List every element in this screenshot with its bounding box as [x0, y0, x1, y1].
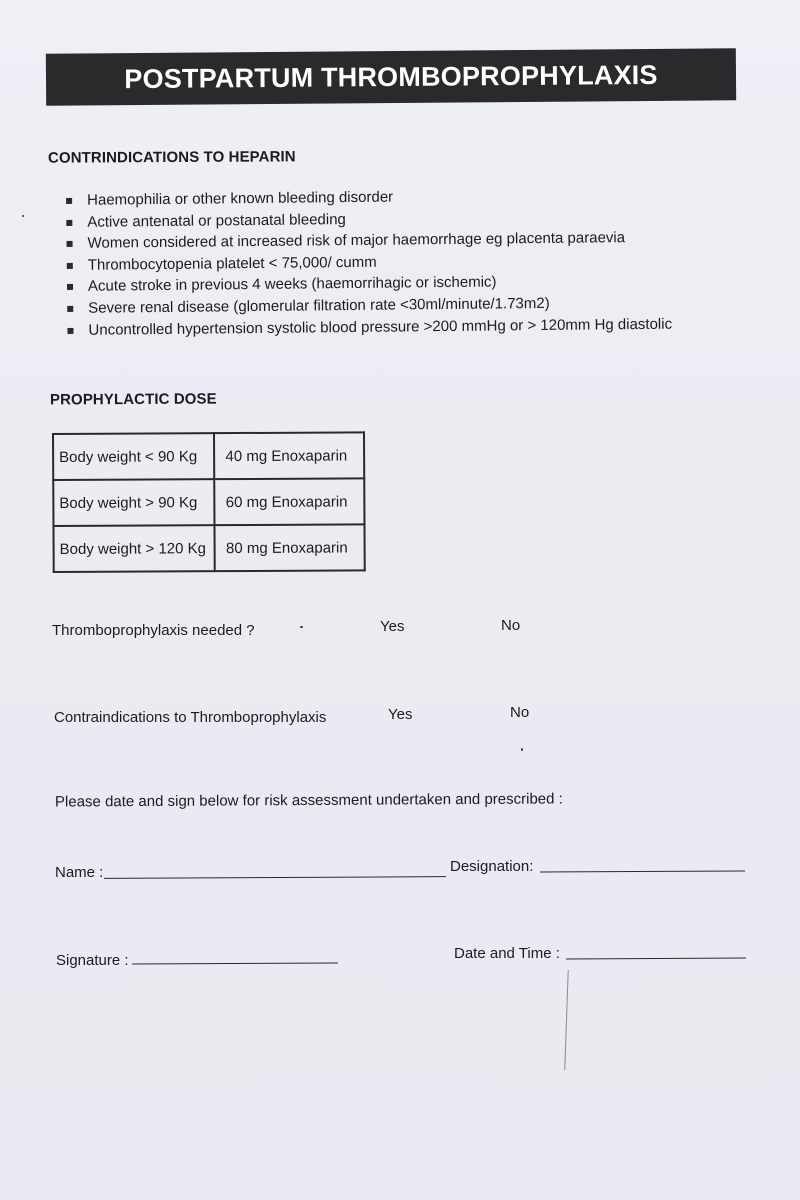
contra-yes-option[interactable]: Yes [388, 706, 413, 723]
table-row [53, 524, 365, 572]
bullet-square-icon [66, 198, 72, 204]
question-label: Contraindications to Thromboprophylaxis [54, 709, 327, 726]
scan-speck [521, 748, 523, 751]
bullet-square-icon [67, 241, 73, 247]
dose-cell: 80 mg Enoxaparin [215, 524, 365, 571]
contra-no-option[interactable]: No [510, 704, 530, 721]
list-item-text: Haemophilia or other known bleeding disorder [87, 188, 394, 209]
table-row [53, 432, 365, 480]
list-item-text: Uncontrolled hypertension systolic blood pressure >200 mmHg or > 120mm Hg diastolic [88, 315, 673, 339]
weight-cell: Body weight < 90 Kg [53, 433, 215, 480]
name-label: Name : [55, 864, 104, 881]
question-label: Thromboprophylaxis needed ? [52, 622, 255, 639]
signature-field[interactable] [132, 962, 338, 964]
table-row [53, 478, 365, 526]
bullet-square-icon [67, 284, 73, 290]
signature-label: Signature : [56, 952, 129, 969]
scan-speck [22, 215, 24, 217]
weight-cell: Body weight > 120 Kg [53, 525, 215, 572]
bullet-square-icon [67, 327, 73, 333]
list-item-text: Thrombocytopenia platelet < 75,000/ cumm [87, 253, 377, 274]
list-item-text: Women considered at increased risk of major haemorrhage eg placenta paraevia [87, 229, 626, 252]
needed-yes-option[interactable]: Yes [380, 618, 405, 635]
contraindications-heading: CONTRINDICATIONS TO HEPARIN [47, 148, 296, 167]
list-item-text: Severe renal disease (glomerular filtration rate <30ml/minute/1.73m2) [88, 294, 550, 317]
pen-stroke [564, 970, 569, 1070]
dose-table [52, 431, 366, 573]
bullet-square-icon [67, 306, 73, 312]
name-field[interactable] [104, 876, 446, 879]
dose-cell: 60 mg Enoxaparin [215, 478, 365, 525]
contraindications-list [64, 184, 672, 342]
form-title-text: POSTPARTUM THROMBOPROPHYLAXIS [124, 59, 658, 94]
needed-no-option[interactable]: No [501, 617, 521, 634]
bullet-square-icon [66, 220, 72, 226]
scan-speck [300, 626, 303, 628]
designation-label: Designation: [450, 858, 534, 875]
date-time-label: Date and Time : [454, 945, 560, 962]
sign-instruction: Please date and sign below for risk assessment undertaken and prescribed : [54, 790, 563, 811]
date-time-field[interactable] [566, 958, 746, 960]
list-item-text: Acute stroke in previous 4 weeks (haemorrihagic or ischemic) [87, 273, 497, 296]
list-item-text: Active antenatal or postanatal bleeding [87, 210, 346, 231]
weight-cell: Body weight > 90 Kg [53, 479, 215, 526]
dose-cell: 40 mg Enoxaparin [214, 432, 364, 479]
bullet-square-icon [67, 263, 73, 269]
designation-field[interactable] [540, 870, 745, 872]
prophylactic-dose-heading: PROPHYLACTIC DOSE [49, 390, 217, 409]
form-title [46, 48, 736, 105]
